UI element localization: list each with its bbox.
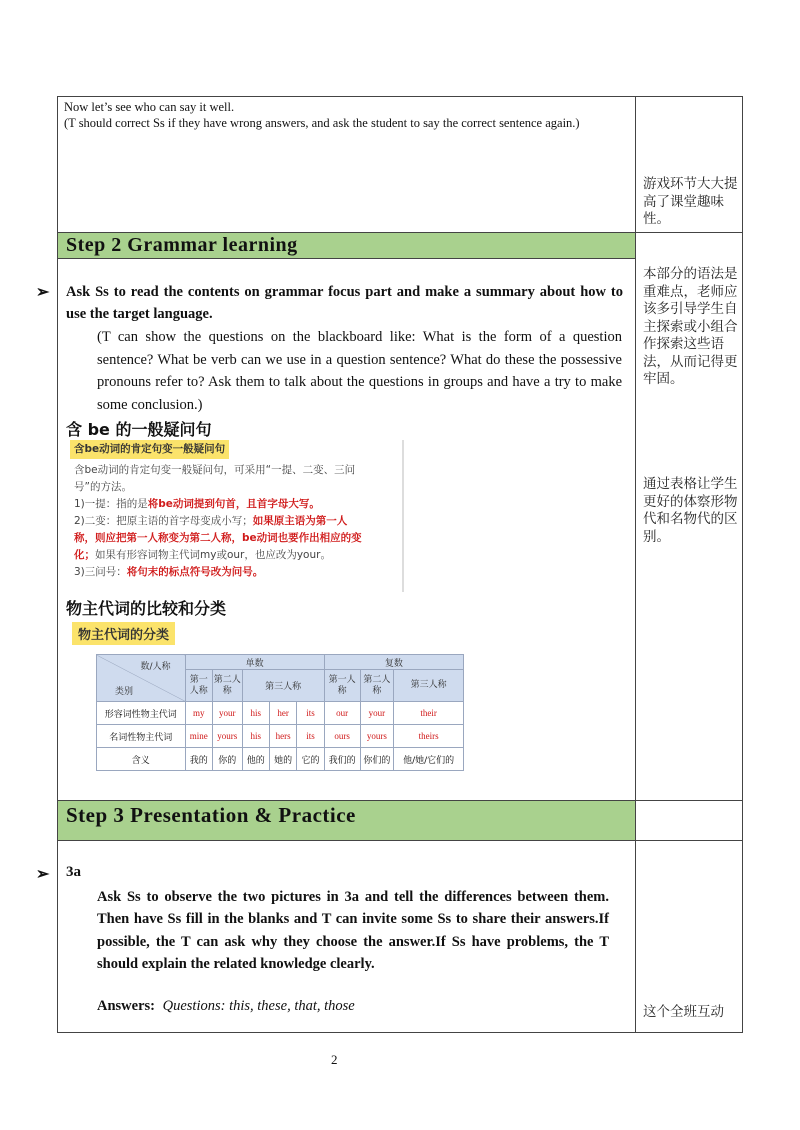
answers-label: Answers:: [97, 998, 155, 1014]
pronoun-table: [96, 654, 464, 771]
snippet1-intro: 含be动词的肯定句变一般疑问句，可采用“一提、二变、三问号”的方法。: [74, 464, 356, 493]
pronoun-table-header-row: [97, 655, 464, 670]
step3-answers: [97, 998, 355, 1015]
pronoun-snippet: [70, 622, 474, 774]
intro-note: 游戏环节大大提高了课堂趣味性。: [643, 176, 738, 227]
step2-detail: (T can show the questions on the blackboard like: What is the form of a question sentence? What be verb can we use in a question sentence? What do these the possessive pronouns refer to? Ask them to talk about the questions in groups and have a try to make some conclusion.): [97, 329, 622, 413]
pronoun-table-subheader-row: 第一人称 第二人称 第三人称 第一人称 第二人称 第三人称: [97, 670, 464, 702]
table-column-divider: [635, 96, 636, 1033]
step3-task: Ask Ss to observe the two pictures in 3a and tell the differences between them. Then have Ss fill in the blanks and T can invite some Ss to share their answers.If possible, the T can ask why they choose the answer.If Ss have problems, the T should explain the related knowledge clearly.: [97, 889, 609, 972]
section1-title: 含 be 的一般疑问句: [66, 420, 212, 439]
pronoun-table-plural: 复数: [324, 655, 463, 670]
snippet1-rule-3: 3)三问号：将句末的标点符号改为问号。: [74, 566, 264, 578]
step2-task: Ask Ss to read the contents on grammar focus part and make a summary about how to use the target language.: [66, 284, 623, 322]
table-border-right: [742, 96, 743, 1033]
snippet2-badge: 物主代词的分类: [72, 622, 175, 645]
row-divider: [57, 258, 635, 259]
table-border-top: [57, 96, 743, 97]
step2-note-2: 通过表格让学生更好的体察形物代和名物代的区别。: [643, 476, 738, 545]
intro-line-2: (T should correct Ss if they have wrong answers, and ask the student to say the correct sentence again.): [64, 116, 580, 130]
step2-note-1: 本部分的语法是重难点，老师应该多引导学生自主探索或小组合作探索这些语法，从而记得更牢固。: [643, 266, 738, 387]
pronoun-table-singular: 单数: [185, 655, 324, 670]
intro-text: [64, 99, 634, 131]
table-row: 名词性物主代词 mine yours his hers its ours yours theirs: [97, 725, 464, 748]
step3-label: 3a: [66, 864, 81, 880]
step3-note: 这个全班互动: [643, 1004, 724, 1020]
step2-bullet-icon: ➢: [36, 284, 50, 301]
pronoun-table-corner: 数/人称 类别: [97, 655, 186, 702]
table-border-bottom: [57, 1032, 743, 1033]
step2-title: Step 2 Grammar learning: [66, 234, 298, 256]
answers-text: Questions: this, these, that, those: [162, 998, 355, 1014]
intro-line-1: Now let’s see who can say it well.: [64, 100, 235, 114]
table-row: 形容词性物主代词 my your his her its our your their: [97, 702, 464, 725]
snippet1-header: 含be动词的肯定句变一般疑问句: [70, 440, 229, 459]
row-divider: [57, 840, 743, 841]
step3-bullet-icon: ➢: [36, 866, 50, 883]
snippet1-rule-1: 1)一提：指的是将be动词提到句首，且首字母大写。: [74, 498, 320, 510]
section2-title: 物主代词的比较和分类: [66, 599, 227, 618]
step3-title: Step 3 Presentation & Practice: [66, 803, 356, 827]
snippet1-rule-2: 2)二变：把原主语的首字母变成小写；如果原主语为第一人称，则应把第一人称变为第二人称，be动词也要作出相应的变化；如果有形容词物主代词my或our，也应改为your。: [74, 515, 362, 561]
table-row: 含义 我的 你的 他的 她的 它的 我们的 你们的 他/她/它们的: [97, 748, 464, 771]
page-number: 2: [331, 1052, 338, 1067]
be-question-snippet: [70, 440, 404, 592]
